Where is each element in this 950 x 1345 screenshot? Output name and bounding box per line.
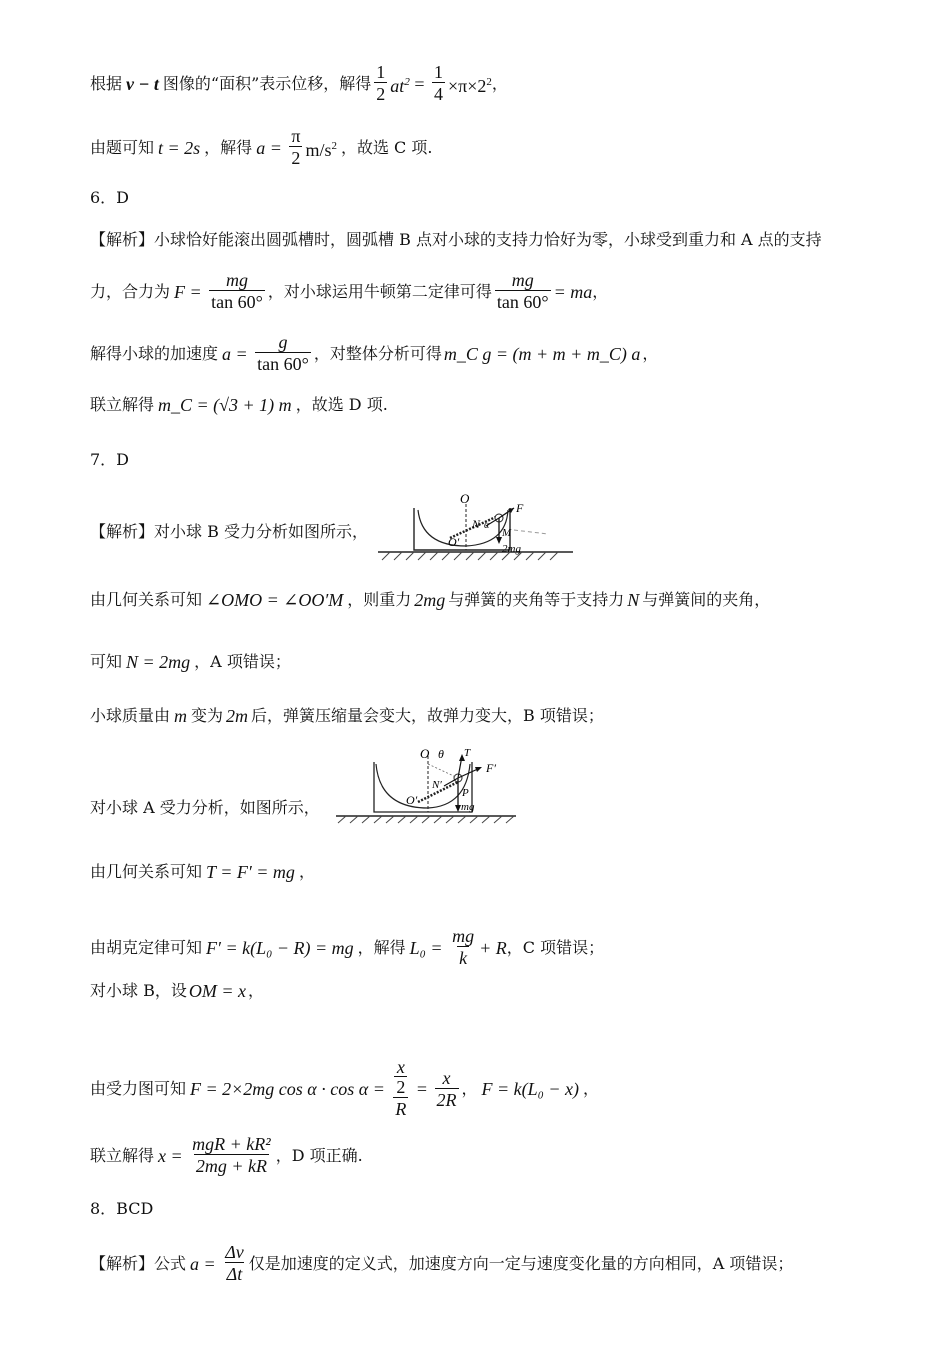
line-q7-option-b	[90, 706, 604, 726]
text: 由胡克定律可知	[90, 937, 203, 957]
math-eq: =	[412, 1079, 432, 1099]
fraction-nested: x 2 R	[395, 1057, 407, 1119]
math-m: m	[174, 706, 188, 726]
text: 对小球 B 受力分析如图所示，	[154, 522, 368, 541]
text: ，则重力	[347, 590, 412, 609]
force-diagram-ball-a	[336, 742, 518, 824]
fraction-half: $\frac{1}{2}$	[376, 62, 386, 104]
text: 小球恰好能滚出圆弧槽时，圆弧槽 B 点对小球的支持力恰好为零，小球受到重力和 A 点的支持	[154, 230, 822, 249]
text: ，C 项错误；	[506, 937, 605, 957]
line-q8-analysis	[90, 1242, 793, 1285]
math-mc: m_C = (√3 + 1) m	[158, 395, 292, 415]
text: 由几何关系可知	[90, 590, 203, 609]
text: ，故选 C 项.	[340, 137, 433, 157]
text: ，对小球运用牛顿第二定律可得	[267, 281, 492, 301]
text: ，故选 D 项.	[295, 395, 388, 414]
math-vt: v − t	[126, 73, 159, 94]
fraction-g-tan: $\frac{g}{\tan 60^\circ}$	[257, 332, 309, 374]
label-O: O	[420, 746, 430, 761]
line-q7-option-a	[90, 652, 291, 672]
label-P: P	[462, 787, 469, 799]
label-N-prime: N′	[432, 779, 442, 791]
math-F: F =	[174, 281, 207, 302]
fraction-mg-tan-2: $\frac{mg}{\tan 60^\circ}$	[496, 270, 549, 312]
math-T: T = F′ = mg	[206, 862, 295, 882]
label-T: T	[464, 747, 471, 759]
math-L0: L₀ =	[409, 937, 448, 958]
label-2mg: 2mg	[502, 543, 521, 555]
line-q7-option-c	[90, 926, 604, 969]
label-F: F	[516, 501, 524, 515]
fraction-pi-half: $\frac{\pi}{2}$	[291, 126, 301, 168]
text: 联立解得	[90, 395, 155, 414]
fraction-quarter: $\frac{1}{4}$	[433, 62, 443, 104]
text: 对小球 A 受力分析，如图所示，	[90, 798, 320, 817]
math-at: $at^2$	[390, 75, 410, 96]
text: 可知	[90, 652, 123, 671]
math-a: a =	[256, 137, 287, 158]
text: 力，合力为	[90, 281, 171, 301]
label-alpha: α	[484, 520, 490, 531]
text: 解得小球的加速度	[90, 343, 219, 363]
line-q7-tension	[90, 862, 315, 882]
math-2m: 2m	[226, 706, 249, 726]
text: ，	[592, 281, 609, 301]
math-F-cos: F = 2×2mg cos α · cos α =	[190, 1079, 390, 1099]
text: 与弹簧的夹角等于支持力	[448, 590, 625, 609]
text: 对小球 B，设	[90, 981, 187, 1000]
math-rest: $\times\pi\times 2^2$	[447, 75, 492, 96]
math-2mg: 2mg	[414, 590, 446, 610]
text: ，解得	[357, 937, 406, 957]
math-N2mg: N = 2mg	[126, 652, 191, 672]
text: 公式	[154, 1253, 187, 1273]
text: ，D 项正确.	[275, 1145, 363, 1165]
line-q7-option-d	[90, 1134, 363, 1177]
label-O-prime: O′	[448, 535, 460, 549]
line-area-displacement	[90, 62, 508, 105]
line-q7-force-formula	[90, 1058, 599, 1120]
question-6-answer: 6．D	[90, 188, 130, 207]
text: ，	[491, 73, 508, 93]
math-OM: OM = x	[188, 981, 246, 1001]
text: ，	[298, 862, 315, 881]
question-7-answer: 7．D	[90, 450, 130, 469]
fraction-mg-tan: $\frac{mg}{\tan 60^\circ}$	[211, 270, 263, 312]
unit: $m/s^2$	[305, 139, 337, 160]
line-q7-analysis	[90, 522, 368, 542]
line-q7-ball-a	[90, 798, 320, 818]
text: ，解得	[204, 137, 253, 157]
math-eq: =	[409, 73, 429, 94]
text: 根据	[90, 73, 123, 93]
fraction-x-result: $\frac{\text{mgR + kR²}}{2mg + kR}$	[192, 1134, 271, 1176]
text: 图像的“面积”表示位移，解得	[162, 73, 372, 93]
line-q6-result	[90, 395, 388, 415]
text: ，	[583, 1079, 600, 1098]
fraction-dv-dt: $\frac{\Delta v}{\Delta t}$	[225, 1242, 244, 1284]
label-F-prime: F′	[486, 761, 496, 775]
math-hooke: F′ = k(L₀ − R) = mg	[206, 937, 354, 958]
text: 小球质量由	[90, 706, 171, 725]
math-t: t = 2s	[158, 137, 201, 158]
label-mg: mg	[461, 801, 475, 813]
text: 由题可知	[90, 137, 155, 157]
math-ma: = ma	[553, 281, 593, 302]
text: ，对整体分析可得	[313, 343, 442, 363]
analysis-tag: 【解析】	[90, 1253, 155, 1273]
line-q6-accel	[90, 332, 658, 375]
math-x: x =	[158, 1145, 188, 1166]
math-a: a =	[222, 343, 253, 364]
text: 联立解得	[90, 1145, 155, 1165]
line-q6-force	[90, 270, 608, 313]
fraction-mg-k: $\frac{mg}{k}$	[452, 926, 475, 968]
text: 由受力图可知	[90, 1079, 187, 1098]
analysis-tag: 【解析】	[90, 230, 155, 249]
line-q6-analysis	[90, 230, 822, 250]
label-theta: θ	[438, 747, 444, 761]
math-plus-R: + R	[479, 937, 507, 958]
analysis-tag: 【解析】	[90, 522, 155, 541]
label-O-prime: O′	[406, 793, 418, 807]
label-N: N	[472, 517, 481, 531]
question-8-answer: 8．BCD	[90, 1199, 154, 1218]
text: 由几何关系可知	[90, 862, 203, 881]
math-angle: ∠OMO = ∠OO′M	[206, 590, 344, 610]
text: 后，弹簧压缩量会变大，故弹力变大，B 项错误；	[251, 706, 604, 725]
text: 仅是加速度的定义式，加速度方向一定与速度变化量的方向相同，A 项错误；	[248, 1253, 794, 1273]
math-a: a =	[190, 1253, 221, 1274]
force-diagram-ball-b	[378, 490, 578, 562]
fraction-x-2R: $\frac{x}{2R}$	[436, 1067, 457, 1110]
label-M: M	[502, 527, 512, 539]
text: 变为	[191, 706, 224, 725]
line-q7-set-om	[90, 981, 264, 1001]
math-F-k: F = k(L₀ − x)	[481, 1079, 580, 1099]
text: ，	[642, 343, 659, 363]
text: ，	[461, 1079, 478, 1098]
math-whole: m_C g = (m + m + m_C) a	[443, 343, 641, 364]
text: 与弹簧间的夹角，	[642, 590, 771, 609]
text: ，	[248, 981, 265, 1000]
line-time-accel	[90, 126, 432, 169]
text: ，A 项错误；	[194, 652, 291, 671]
math-N: N	[627, 590, 640, 610]
label-O: O	[460, 491, 470, 506]
line-q7-geometry	[90, 590, 770, 610]
